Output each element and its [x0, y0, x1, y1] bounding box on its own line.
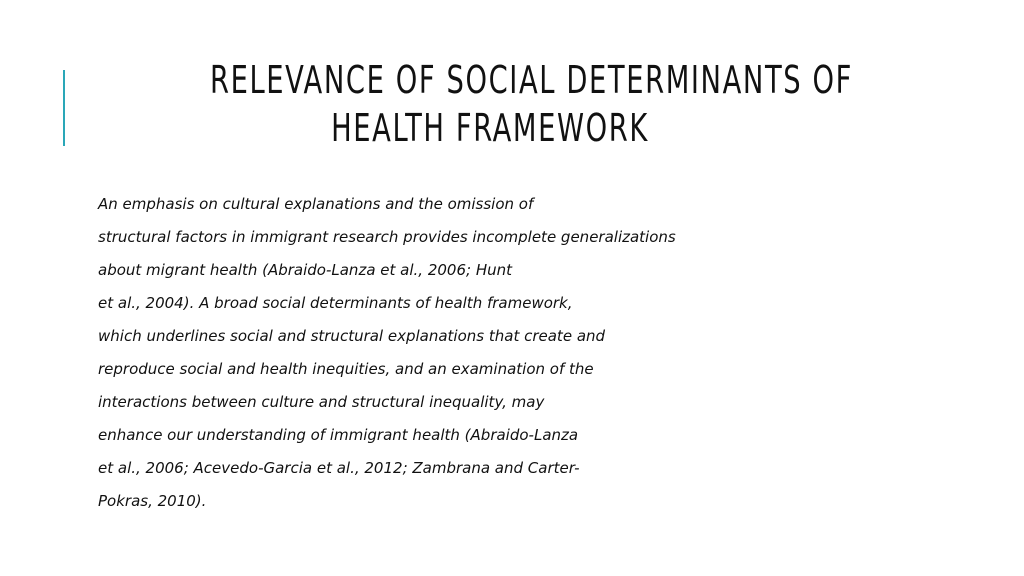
slide-body: [98, 188, 798, 518]
body-text-line: enhance our understanding of immigrant health (Abraido-Lanza: [98, 426, 579, 444]
body-text-line: et al., 2004). A broad social determinants of health framework,: [98, 294, 573, 312]
slide-title-line: HEALTH FRAMEWORK: [331, 106, 649, 150]
slide-title: [210, 56, 853, 152]
body-text-line: structural factors in immigrant research provides incomplete generalizations: [98, 228, 676, 246]
body-text-line: which underlines social and structural explanations that create and: [98, 327, 606, 345]
body-text-line: An emphasis on cultural explanations and the omission of: [98, 195, 534, 213]
body-text-line: about migrant health (Abraido-Lanza et al., 2006; Hunt: [98, 261, 512, 279]
body-text-line: Pokras, 2010).: [98, 492, 207, 510]
body-text-line: et al., 2006; Acevedo-Garcia et al., 2012; Zambrana and Carter-: [98, 459, 580, 477]
body-text-line: interactions between culture and structural inequality, may: [98, 393, 545, 411]
slide-title-line: RELEVANCE OF SOCIAL DETERMINANTS OF: [210, 58, 853, 102]
accent-bar: [63, 70, 65, 146]
body-text-line: reproduce social and health inequities, and an examination of the: [98, 360, 594, 378]
